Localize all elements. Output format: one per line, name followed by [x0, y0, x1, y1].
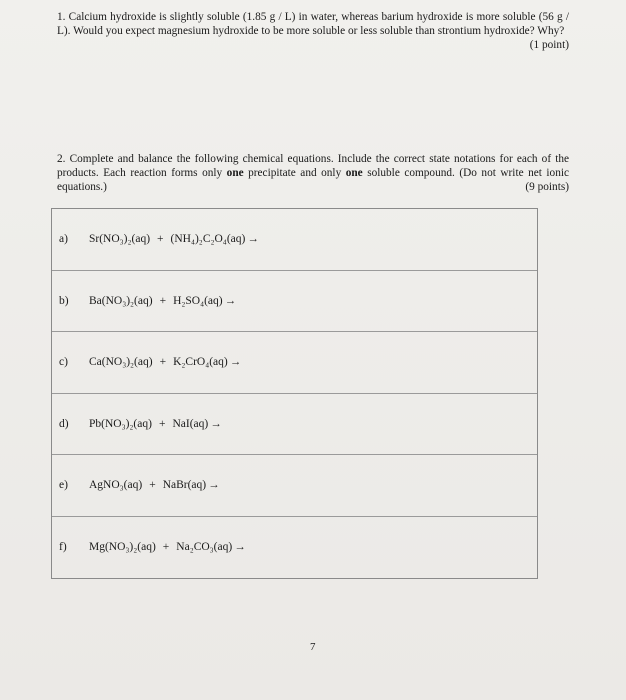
plus-sign: +: [159, 356, 167, 368]
question-1-points: (1 point): [529, 39, 569, 52]
plus-sign: +: [162, 540, 170, 553]
question-1-text: 1. Calcium hydroxide is slightly soluble (1.85 g / L) in water, whereas barium hydroxide is more soluble (56 g / L). Would you expect magnesium hydroxide to be more soluble or less soluble than strontium hydroxide? Why?: [57, 11, 569, 38]
reaction-equation: [89, 295, 236, 307]
reaction-label: b): [59, 294, 69, 307]
arrow-icon: →: [247, 233, 259, 245]
question-2-text-c: soluble compound. (Do not write net ionic equations.): [57, 167, 569, 194]
arrow-icon: →: [208, 479, 220, 491]
reactions-table: [51, 208, 538, 579]
question-2-text-b: precipitate and only: [243, 167, 346, 180]
plus-sign: +: [157, 233, 164, 245]
reactant-1: Mg(NO₃)₂(aq): [89, 540, 156, 553]
reactant-1: AgNO₃(aq): [89, 479, 143, 491]
reactant-1: Ca(NO₃)₂(aq): [89, 356, 153, 368]
arrow-icon: →: [234, 540, 246, 553]
reactant-2: NaI(aq): [172, 417, 209, 430]
reactant-1: Pb(NO₃)₂(aq): [89, 417, 152, 430]
reaction-label: e): [59, 479, 68, 491]
reaction-equation: [89, 356, 241, 368]
question-2-points: (9 points): [525, 181, 569, 194]
reaction-row-c: [52, 332, 537, 394]
plus-sign: +: [149, 479, 156, 491]
reaction-equation: [89, 541, 246, 553]
question-2-bold-one-b: one: [345, 167, 363, 180]
reactant-2: K₂CrO₄(aq): [173, 356, 228, 368]
question-2: [57, 152, 569, 195]
page-number: 7: [310, 641, 316, 653]
reaction-equation: [89, 418, 222, 430]
reaction-equation: [89, 233, 259, 245]
question-1: [57, 10, 569, 53]
reactant-1: Ba(NO₃)₂(aq): [89, 294, 153, 307]
arrow-icon: →: [224, 294, 237, 307]
reaction-row-e: [52, 455, 537, 517]
arrow-icon: →: [229, 356, 242, 368]
reaction-equation: [89, 479, 220, 491]
reactant-2: Na₂CO₃(aq): [176, 540, 233, 553]
question-2-bold-one-a: one: [226, 167, 244, 180]
arrow-icon: →: [210, 417, 222, 430]
question-2-text-a: 2. Complete and balance the following chemical equations. Include the correct state notations for each of the products. Each reaction forms only: [57, 153, 569, 180]
reaction-label: c): [59, 356, 68, 368]
reaction-row-a: [52, 209, 537, 271]
reaction-label: d): [59, 417, 69, 430]
plus-sign: +: [158, 417, 166, 430]
reactant-1: Sr(NO₃)₂(aq): [89, 233, 151, 245]
reaction-row-b: [52, 271, 537, 333]
reactant-2: H₂SO₄(aq): [173, 294, 223, 307]
reaction-label: f): [59, 540, 67, 553]
reactant-2: NaBr(aq): [162, 479, 207, 491]
plus-sign: +: [159, 294, 167, 307]
reactant-2: (NH₄)₂C₂O₄(aq): [170, 233, 246, 245]
reaction-row-d: [52, 394, 537, 456]
reaction-row-f: [52, 517, 537, 579]
reaction-label: a): [59, 233, 68, 245]
